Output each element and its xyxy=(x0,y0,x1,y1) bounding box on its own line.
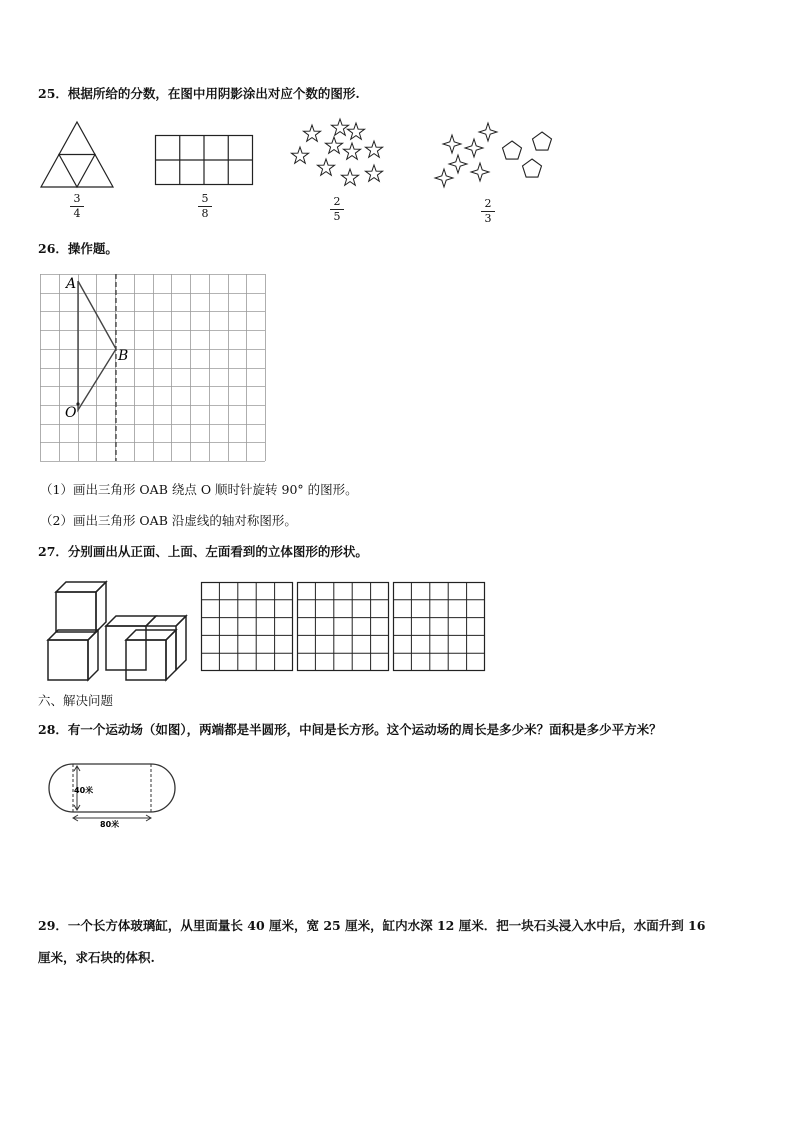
question-29-line1: 29．一个长方体玻璃缸，从里面量长 40 厘米，宽 25 厘米，缸内水深 12 厘米．把一块石头浸入水中后，水面升到 16 xyxy=(38,918,706,933)
label-o: O xyxy=(65,405,77,421)
left-view-grid xyxy=(393,582,485,671)
point-o xyxy=(76,402,79,405)
question-28-text: 28．有一个运动场（如图），两端都是半圆形，中间是长方形。这个运动场的周长是多少米？面积是多少平方米？ xyxy=(38,722,662,737)
sports-field-figure xyxy=(48,762,178,832)
stars-figure xyxy=(288,116,388,192)
question-26-text: 26．操作题。 xyxy=(38,241,118,256)
four-point-stars-pentagons-figure xyxy=(432,120,556,192)
front-view-grid xyxy=(201,582,293,671)
fraction-5-8: 5 8 xyxy=(190,193,220,220)
svg-text:80米: 80米 xyxy=(100,820,120,829)
label-a: A xyxy=(66,276,77,292)
question-26-sub2: （2）画出三角形 OAB 沿虚线的轴对称图形。 xyxy=(40,513,297,528)
svg-text:40米: 40米 xyxy=(74,786,94,795)
cubes-figure xyxy=(46,578,192,682)
question-26-sub1: （1）画出三角形 OAB 绕点 O 顺时针旋转 90° 的图形。 xyxy=(40,482,358,497)
section-6-heading: 六、解决问题 xyxy=(38,693,114,708)
triangle-figure xyxy=(40,121,114,189)
question-27-text: 27．分别画出从正面、上面、左面看到的立体图形的形状。 xyxy=(38,544,368,559)
label-b: B xyxy=(118,348,129,364)
top-view-grid xyxy=(297,582,389,671)
rotation-grid-figure xyxy=(40,274,265,461)
rectangle-grid-figure xyxy=(155,135,253,185)
triangle-oab xyxy=(78,281,116,410)
fraction-3-4: 3 4 xyxy=(62,193,92,220)
question-29-line2: 厘米，求石块的体积. xyxy=(38,950,155,965)
fraction-2-3: 2 3 xyxy=(473,198,503,225)
fraction-2-5: 2 5 xyxy=(322,196,352,223)
question-25-text: 25．根据所给的分数，在图中用阴影涂出对应个数的图形. xyxy=(38,86,360,101)
